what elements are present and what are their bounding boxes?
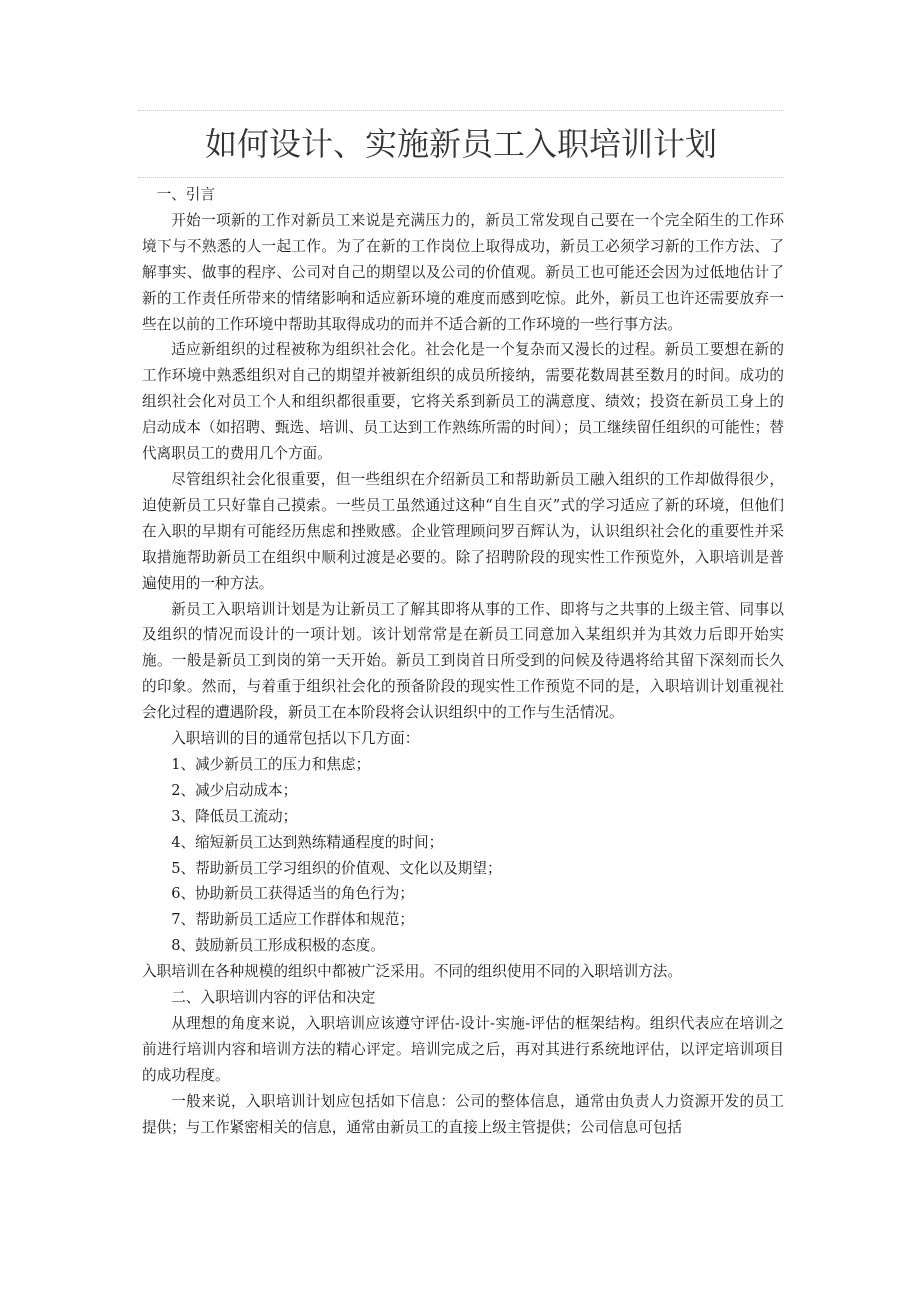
list-item: 3、降低员工流动； <box>171 807 298 825</box>
goals-list <box>142 752 784 959</box>
section-heading-intro: 一、引言 <box>156 186 215 203</box>
section-heading-content: 二、入职培训内容的评估和决定 <box>171 989 376 1007</box>
list-item: 2、减少启动成本； <box>171 781 298 799</box>
paragraph: 开始一项新的工作对新员工来说是充满压力的，新员工常发现自己要在一个完全陌生的工作环境下与不熟悉的人一起工作。为了在新的工作岗位上取得成功，新员工必须学习新的工作方法、了解事实、做事的程序、公司对自己的期望以及公司的价值观。新员工也可能还会因为过低地估计了新的工作责任所带来的情绪影响和适应新环境的难度而感到吃惊。此外，新员工也许还需要放弃一些在以前的工作环境中帮助其取得成功的而并不适合新的工作环境的一些行事方法。 <box>142 211 784 333</box>
paragraph: 入职培训在各种规模的组织中都被广泛采用。不同的组织使用不同的入职培训方法。 <box>142 963 682 981</box>
list-item: 7、帮助新员工适应工作群体和规范； <box>171 911 414 929</box>
list-item: 8、鼓励新员工形成积极的态度。 <box>171 937 385 955</box>
document-title: 如何设计、实施新员工入职培训计划 <box>204 125 717 163</box>
title-divider <box>138 177 784 178</box>
paragraph: 一般来说，入职培训计划应包括如下信息：公司的整体信息，通常由负责人力资源开发的员工提供；与工作紧密相关的信息，通常由新员工的直接上级主管提供；公司信息可包括 <box>142 1092 784 1136</box>
paragraph: 尽管组织社会化很重要，但一些组织在介绍新员工和帮助新员工融入组织的工作却做得很少，迫使新员工只好靠自己摸索。一些员工虽然通过这种“自生自灭”式的学习适应了新的环境，但他们在入职的早期有可能经历焦虑和挫败感。企业管理顾问罗百辉认为，认识组织社会化的重要性并采取措施帮助新员工在组织中顺利过渡是必要的。除了招聘阶段的现实性工作预览外，入职培训是普遍使用的一种方法。 <box>142 470 784 592</box>
paragraph: 新员工入职培训计划是为让新员工了解其即将从事的工作、即将与之共事的上级主管、同事以及组织的情况而设计的一项计划。该计划常常是在新员工同意加入某组织并为其效力后即开始实施。一般是新员工到岗的第一天开始。新员工到岗首日所受到的问候及待遇将给其留下深刻而长久的印象。然而，与着重于组织社会化的预备阶段的现实性工作预览不同的是，入职培训计划重视社会化过程的遭遇阶段，新员工在本阶段将会认识组织中的工作与生活情况。 <box>142 600 784 722</box>
top-divider <box>138 110 784 111</box>
paragraph: 适应新组织的过程被称为组织社会化。社会化是一个复杂而又漫长的过程。新员工要想在新的工作环境中熟悉组织对自己的期望并被新组织的成员所接纳，需要花数周甚至数月的时间。成功的组织社会化对员工个人和组织都很重要，它将关系到新员工的满意度、绩效；投资在新员工身上的启动成本（如招聘、甄选、培训、员工达到工作熟练所需的时间）；员工继续留任组织的可能性；替代离职员工的费用几个方面。 <box>142 341 784 463</box>
list-item: 5、帮助新员工学习组织的价值观、文化以及期望； <box>171 859 502 877</box>
list-item: 6、协助新员工获得适当的角色行为； <box>171 885 414 903</box>
paragraph: 从理想的角度来说，入职培训应该遵守评估-设计-实施-评估的框架结构。组织代表应在培训之前进行培训内容和培训方法的精心评定。培训完成之后，再对其进行系统地评估，以评定培训项目的成功程度。 <box>142 1015 784 1084</box>
list-item: 4、缩短新员工达到熟练精通程度的时间； <box>171 833 444 851</box>
document-body <box>142 182 784 1141</box>
list-item: 1、减少新员工的压力和焦虑； <box>171 755 371 773</box>
paragraph: 入职培训的目的通常包括以下几方面： <box>171 730 420 748</box>
